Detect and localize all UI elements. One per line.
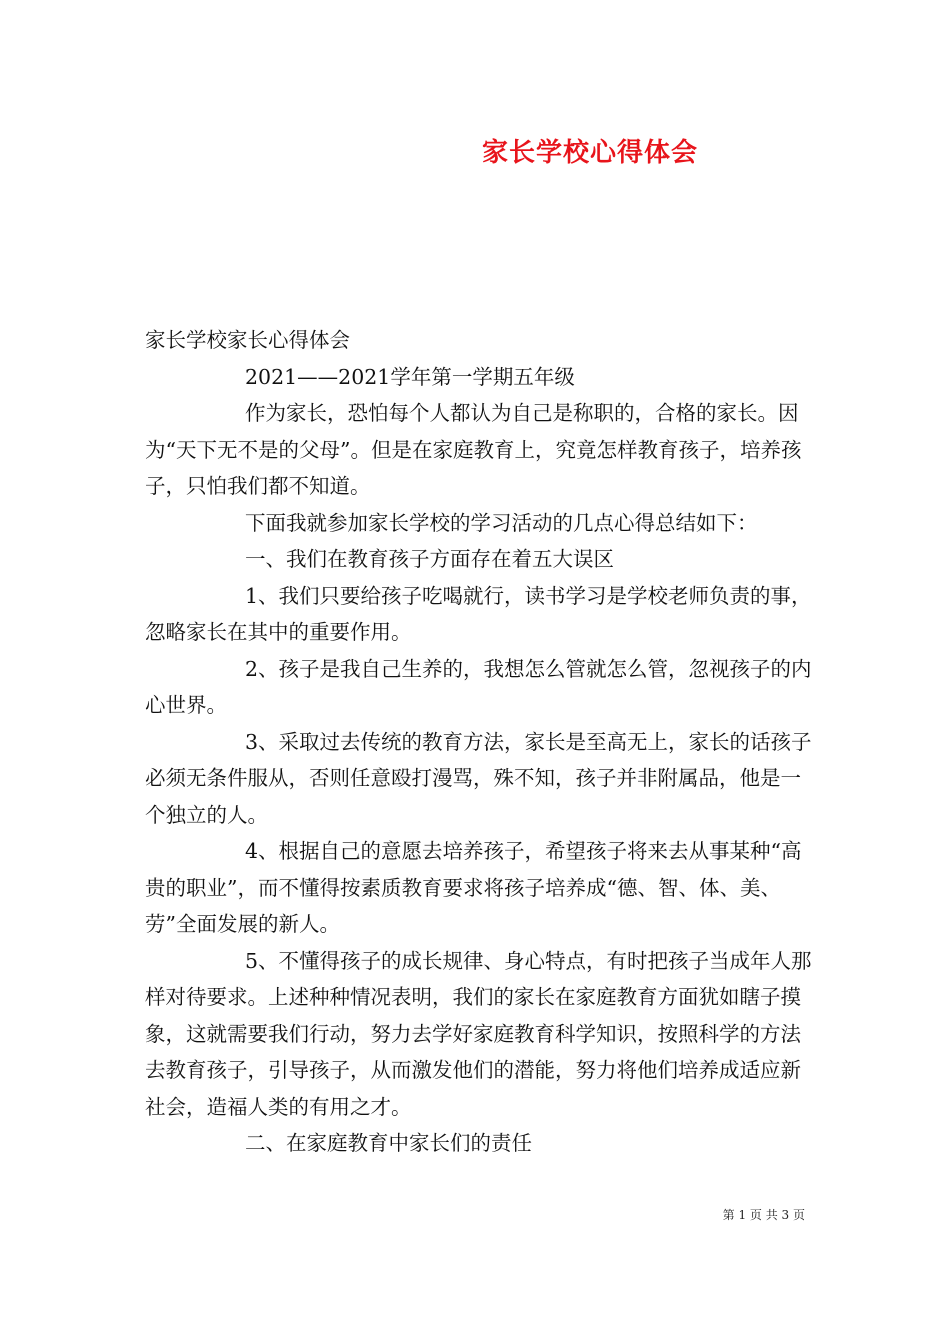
list-item-4: 4、根据自己的意愿去培养孩子，希望孩子将来去从事某种“高贵的职业”，而不懂得按素质教育要求将孩子培养成“德、智、体、美、劳”全面发展的新人。 [145, 839, 802, 936]
document-title: 家长学校心得体会 [481, 138, 698, 168]
section-heading-2: 二、在家庭教育中家长们的责任 [245, 1131, 532, 1155]
semester-line: 2021——2021学年第一学期五年级 [245, 364, 575, 389]
document-body [145, 322, 815, 1162]
list-item-1: 1、我们只要给孩子吃喝就行，读书学习是学校老师负责的事，忽略家长在其中的重要作用。 [145, 583, 812, 644]
paragraph-intro: 作为家长，恐怕每个人都认为自己是称职的，合格的家长。因为“天下无不是的父母”。但是在家庭教育上，究竟怎样教育孩子，培养孩子，只怕我们都不知道。 [145, 401, 802, 498]
page-number-footer: 第 1 页 共 3 页 [722, 1208, 805, 1222]
paragraph-summary-lead: 下面我就参加家长学校的学习活动的几点心得总结如下： [245, 510, 758, 535]
section-heading-1: 一、我们在教育孩子方面存在着五大误区 [245, 547, 614, 571]
list-item-3: 3、采取过去传统的教育方法，家长是至高无上，家长的话孩子必须无条件服从，否则任意殴打漫骂，殊不知，孩子并非附属品，他是一个独立的人。 [145, 729, 812, 827]
list-item-2: 2、孩子是我自己生养的，我想怎么管就怎么管，忽视孩子的内心世界。 [145, 656, 812, 717]
subtitle-line: 家长学校家长心得体会 [145, 328, 350, 352]
list-item-5: 5、不懂得孩子的成长规律、身心特点，有时把孩子当成年人那样对待要求。上述种种情况表明，我们的家长在家庭教育方面犹如瞎子摸象，这就需要我们行动，努力去学好家庭教育科学知识，按照科学的方法去教育孩子，引导孩子，从而激发他们的潜能，努力将他们培养成适应新社会，造福人类的有用之才。 [145, 948, 812, 1119]
